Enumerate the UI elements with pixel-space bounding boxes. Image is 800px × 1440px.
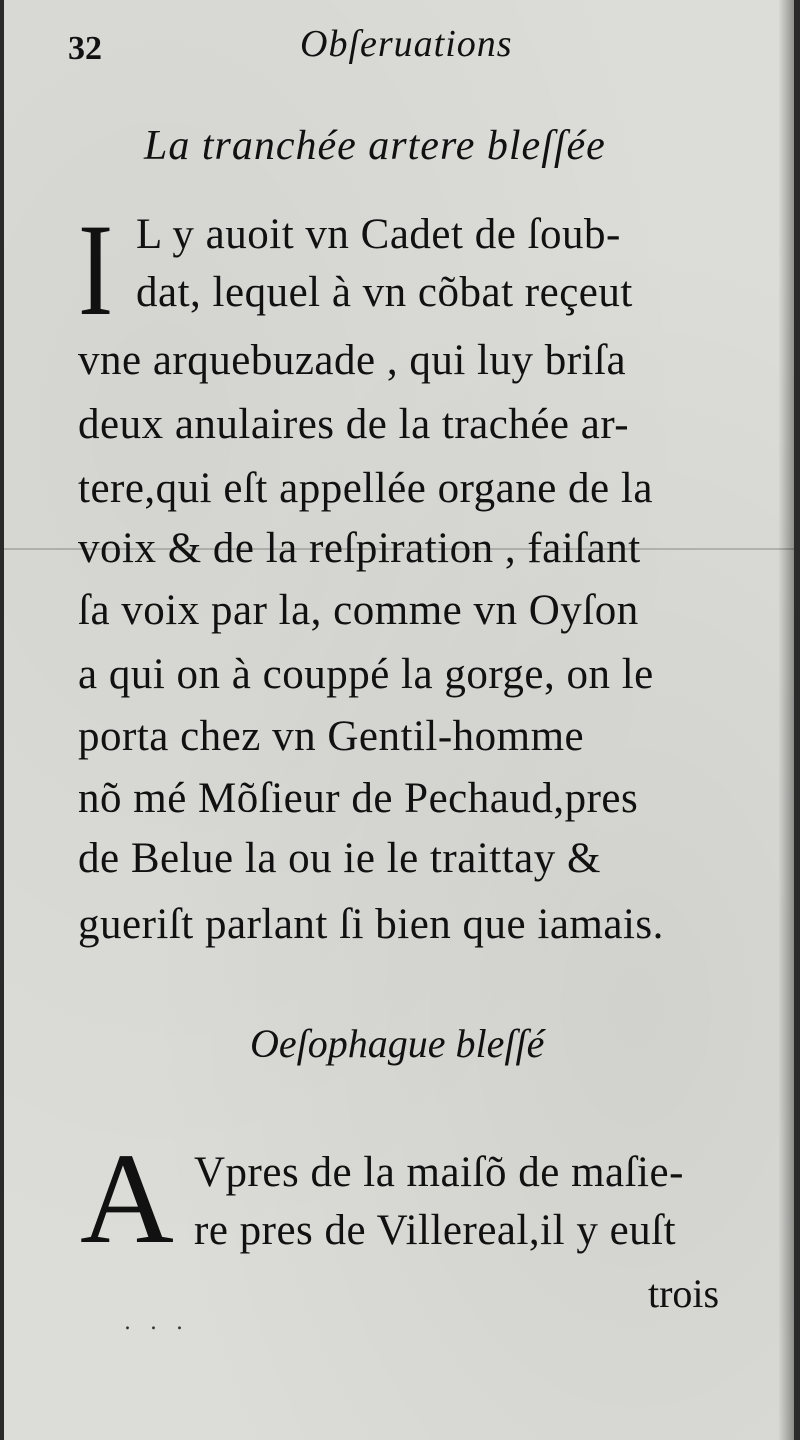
- text-line: de Belue la ou ie le traittay &: [78, 835, 601, 882]
- text-line: dat, lequel à vn cõbat reçeut: [136, 269, 633, 316]
- page-edge-shadow: [778, 0, 794, 1440]
- page-number: 32: [68, 30, 102, 67]
- running-head: Obſeruations: [300, 23, 513, 65]
- text-line: L y auoit vn Cadet de ſoub-: [136, 211, 621, 258]
- text-line: nõ mé Mõſieur de Pechaud,pres: [78, 775, 639, 822]
- text-line: tere,qui eſt appellée organe de la: [78, 465, 653, 512]
- book-page: [4, 0, 794, 1440]
- text-line: vne arquebuzade , qui luy briſa: [78, 337, 627, 384]
- text-line: voix & de la reſpiration , faiſant: [78, 525, 641, 572]
- catchword: trois: [648, 1271, 720, 1316]
- section-heading-oesophagus: Oeſophague bleſſé: [250, 1021, 545, 1066]
- text-line: gueriſt parlant ſi bien que iamais.: [78, 901, 664, 948]
- text-line: ſa voix par la, comme vn Oyſon: [78, 587, 639, 634]
- text-line: a qui on à couppé la gorge, on le: [78, 651, 654, 698]
- ink-specks: . . .: [124, 1310, 189, 1335]
- text-line: Vpres de la maiſõ de maſie-: [194, 1149, 684, 1196]
- text-line: deux anulaires de la trachée ar-: [78, 401, 630, 448]
- section-heading-trachea: La tranchée artere bleſſée: [144, 123, 606, 169]
- text-line: porta chez vn Gentil-homme: [78, 713, 585, 760]
- drop-cap-a: A: [80, 1127, 174, 1271]
- drop-cap-i: I: [78, 196, 114, 343]
- text-line: re pres de Villereal,il y euſt: [194, 1207, 677, 1254]
